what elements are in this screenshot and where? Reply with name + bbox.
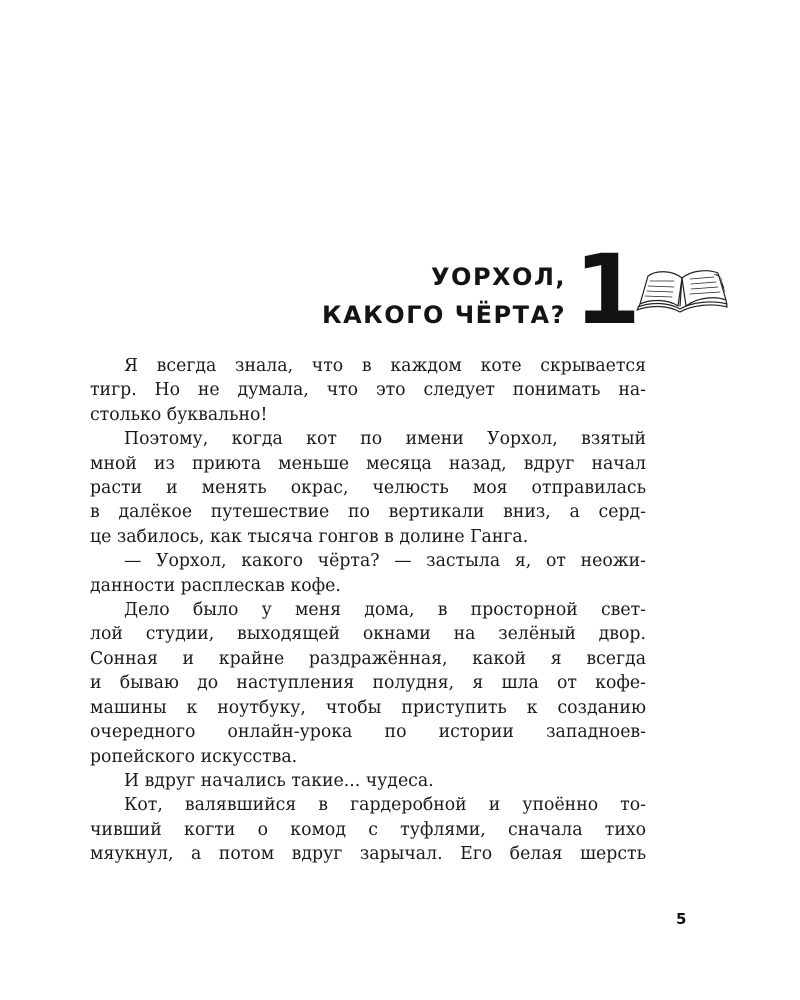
chapter-title-line-2: КАКОГО ЧЁРТА? <box>321 301 566 329</box>
text-line: машины к ноутбуку, чтобы приступить к созданию <box>90 697 646 718</box>
page-number: 5 <box>676 910 687 928</box>
text-line: чивший когти о комод с туфлями, сначала тихо <box>90 819 646 840</box>
text-line: Сонная и крайне раздражённая, какой я всегда <box>90 648 646 669</box>
text-line: лой студии, выходящей окнами на зелёный двор. <box>90 624 646 645</box>
text-line: расти и менять окрас, челюсть моя отправилась <box>90 478 646 499</box>
text-line: Я всегда знала, что в каждом коте скрывается <box>124 356 646 376</box>
text-line: тигр. Но не думала, что это следует понимать на- <box>90 380 646 401</box>
text-line: данности расплескав кофе. <box>90 575 341 596</box>
text-line: Дело было у меня дома, в просторной свет- <box>124 600 646 621</box>
text-line: це забилось, как тысяча гонгов в долине Ганга. <box>90 526 529 547</box>
chapter-title <box>322 258 566 334</box>
chapter-number: 1 <box>574 234 641 346</box>
text-line: — Уорхол, какого чёрта? — застыла я, от неожи- <box>124 551 646 572</box>
open-book-icon <box>636 264 728 314</box>
text-line: Кот, валявшийся в гардеробной и упоённо то- <box>124 795 646 816</box>
text-line: мной из приюта меньше месяца назад, вдруг начал <box>90 453 646 474</box>
chapter-title-line-1: УОРХОЛ, <box>431 263 566 291</box>
body-text <box>90 354 646 867</box>
text-line: очередного онлайн-урока по истории западноев- <box>90 722 646 743</box>
text-line: мяукнул, а потом вдруг зарычал. Его белая шерсть <box>90 844 646 865</box>
text-line: столько буквально! <box>90 404 268 425</box>
text-line: И вдруг начались такие... чудеса. <box>124 770 434 791</box>
text-line: и бываю до наступления полудня, я шла от кофе- <box>90 673 646 694</box>
text-line: Поэтому, когда кот по имени Уорхол, взятый <box>124 429 646 450</box>
text-line: ропейского искусства. <box>90 746 298 767</box>
text-line: в далёкое путешествие по вертикали вниз, а серд- <box>90 502 646 523</box>
